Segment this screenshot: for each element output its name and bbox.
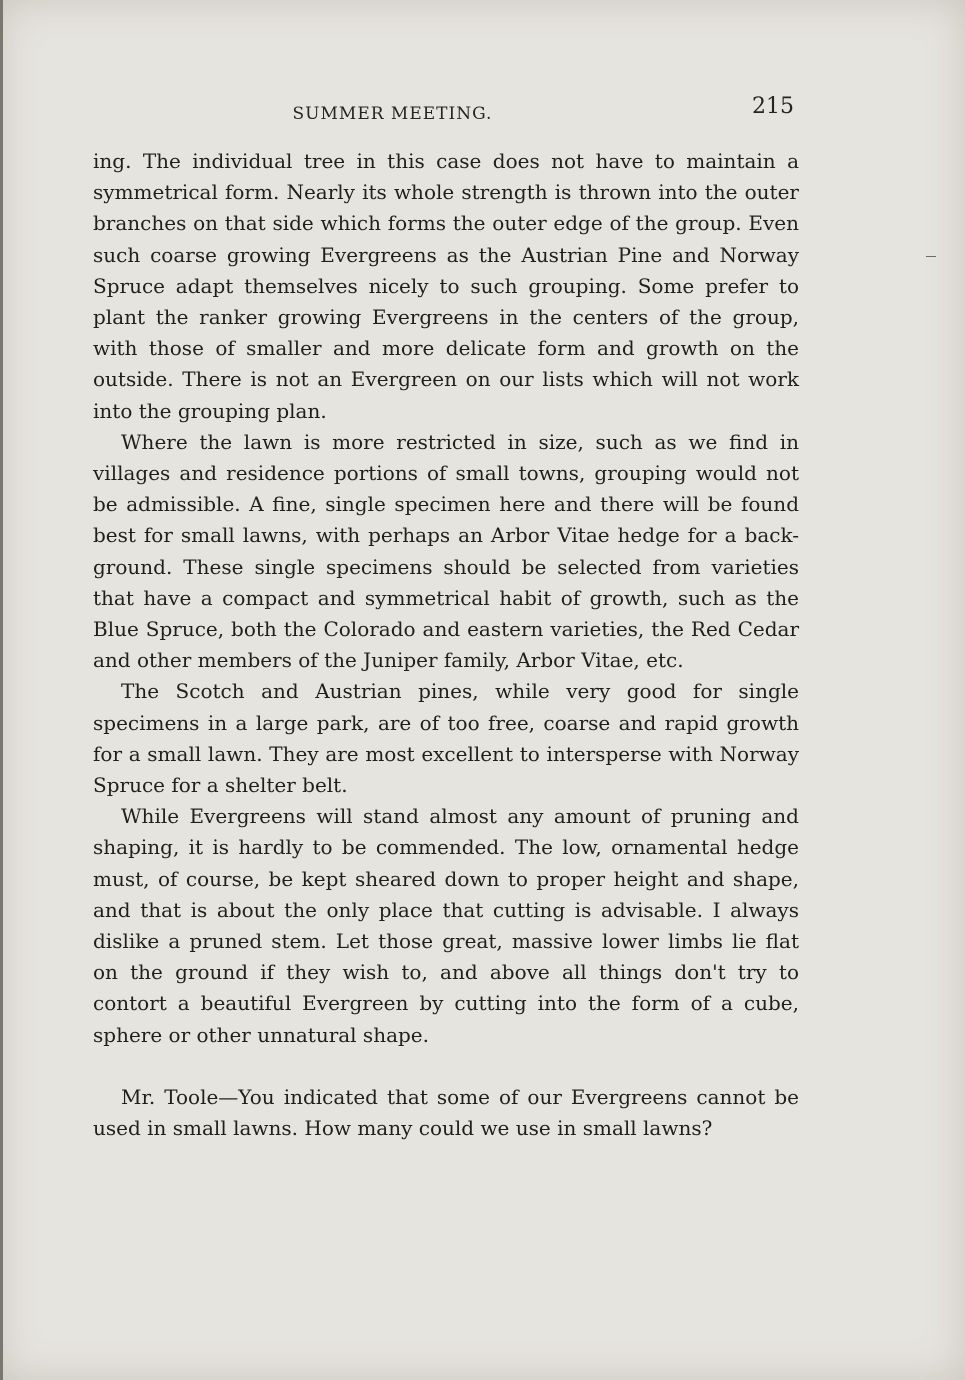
paragraph-continued: ing. The individual tree in this case does not have to maintain a symmetrical form. Nearly its whole strength is thrown into the outer branches on that side which forms the outer edge of the group. Even such coarse growing Evergreens as the Austrian Pine and Norway Spruce adapt themselves nicely to such grouping. Some prefer to plant the ranker growing Evergreens in the centers of the group, with those of smaller and more delicate form and growth on the outside. There is not an Evergreen on our lists which will not work into the grouping plan.: [93, 149, 799, 423]
running-title: SUMMER MEETING.: [292, 104, 493, 124]
margin-mark: [926, 256, 936, 257]
page-gutter-edge: [0, 0, 3, 1380]
paragraph-pines: The Scotch and Austrian pines, while very good for single specimens in a large park, are of too free, coarse and rapid growth for a small lawn. They are most excellent to intersperse with Norway Spruce for a shelter belt.: [93, 679, 799, 798]
paragraph-pruning: While Evergreens will stand almost any amount of pruning and shaping, it is hardly to be commended. The low, ornamental hedge must, of course, be kept sheared down to proper height and shape, and that is about the only place that cutting is advisable. I always dislike a pruned stem. Let those great, massive lower limbs lie flat on the ground if they wish to, and above all things don't try to contort a beautiful Evergreen by cutting into the form of a cube, sphere or other unnatural shape.: [93, 804, 799, 1047]
paragraph-question: Mr. Toole—You indicated that some of our Evergreens cannot be used in small lawns. How many could we use in small lawns?: [93, 1084, 799, 1141]
page-number: 215: [752, 94, 794, 119]
body-text: [93, 146, 799, 1144]
paragraph-small-lawns: Where the lawn is more restricted in size, such as we find in villages and residence portions of small towns, grouping would not be admissible. A fine, single specimen here and there will be found best for small lawns, with perhaps an Arbor Vitae hedge for a back-ground. These single specimens should be selected from varieties that have a compact and symmetrical habit of growth, such as the Blue Spruce, both the Colorado and eastern varieties, the Red Cedar and other members of the Juniper family, Arbor Vitae, etc.: [93, 429, 799, 673]
running-header: [92, 92, 792, 132]
